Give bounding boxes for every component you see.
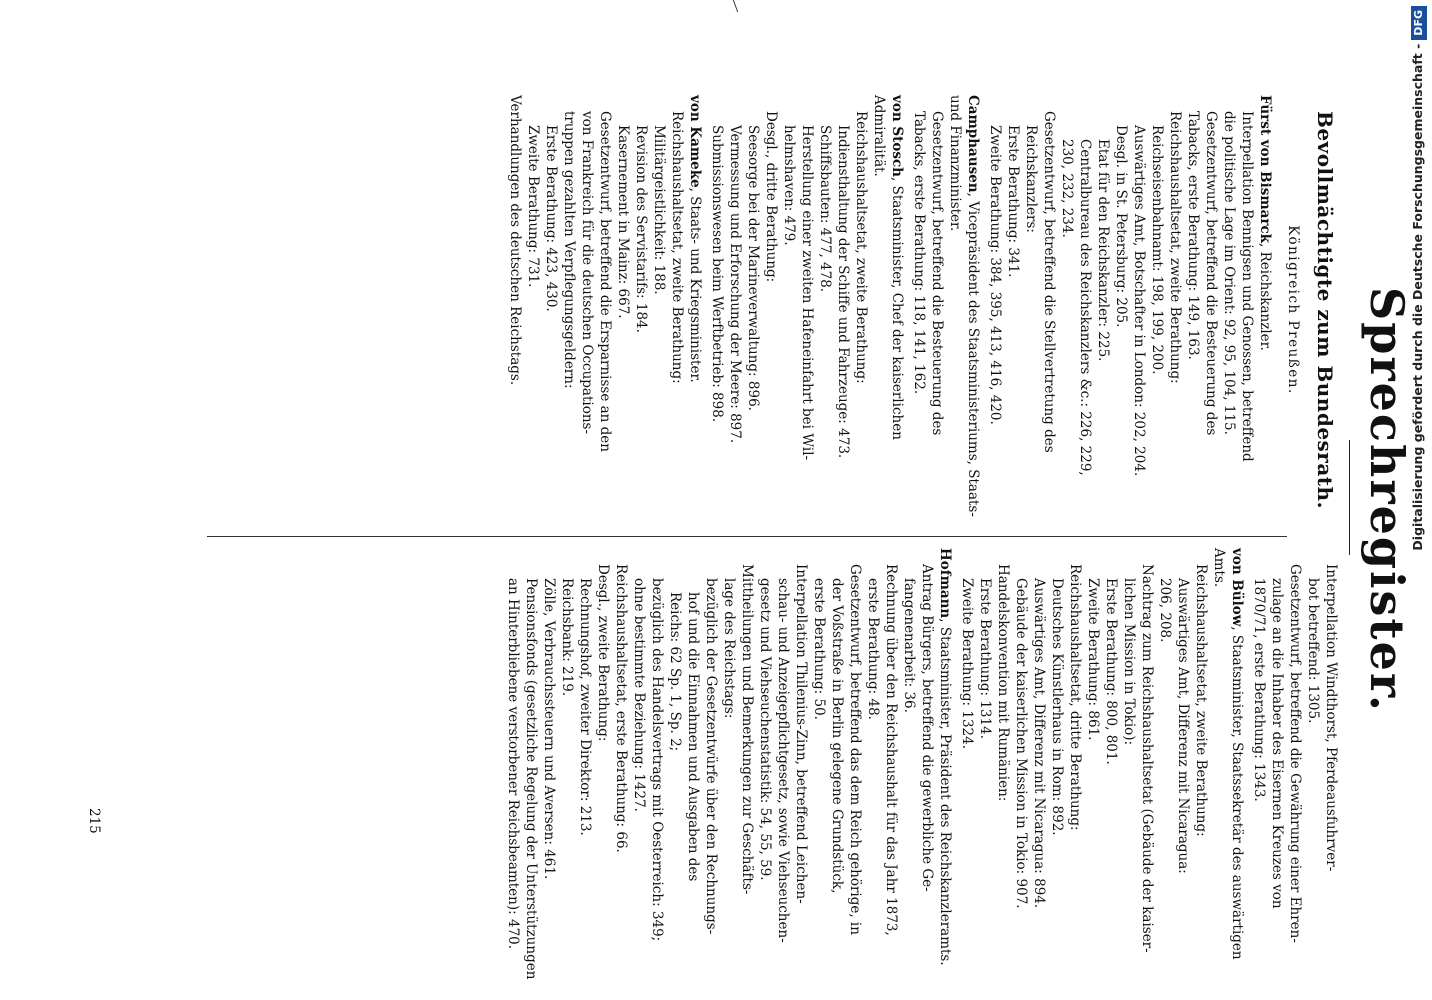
left-entries: [506, 95, 1274, 525]
entry-line: truppen gezahlten Verpflegungsgeldern:: [561, 111, 577, 389]
register-entry: [958, 548, 1246, 988]
entry-line: Tabacks, erste Berathung: 118, 141, 162.: [911, 111, 927, 395]
entry-line: erste Berathung: 50.: [811, 578, 827, 720]
entry-line: an Hinterbliebene verstorbener Reichsbeamten): 470.: [505, 578, 521, 950]
entry-line: Rechnung über den Reichshaushalt für das Jahr 1873,: [883, 564, 899, 936]
speaker-name: Hofmann: [937, 548, 953, 619]
title-rule: [1349, 440, 1350, 555]
entry-line: Interpellation Windthorst, Pferdeausfuhrver-: [1323, 564, 1339, 872]
left-column: [502, 95, 1340, 525]
entry-line: von Kameke, Staats- und Kriegsminister.: [687, 95, 703, 383]
entry-line: Zölle, Verbrauchssteuern und Aversen: 461.: [541, 578, 557, 880]
entry-line: Seesorge bei der Marineverwaltung: 896.: [745, 125, 761, 411]
entry-line: Submissionswesen beim Werftbetrieb: 898.: [709, 125, 725, 423]
speaker-name: von Kameke: [687, 95, 703, 188]
entry-line: lage des Reichstags:: [721, 578, 737, 719]
entry-line: 206, 208.: [1157, 578, 1173, 643]
page-number: 215: [86, 808, 102, 834]
entry-line: Reichshaushaltsetat, zweite Berathung:: [1193, 564, 1209, 837]
attribution-stamp: [1404, 6, 1428, 994]
register-entry: [504, 548, 954, 988]
entry-line: Desgl. in St. Petersburg: 205.: [1113, 125, 1129, 328]
entry-line: Gesetzentwurf, betreffend die Gewährung einer Ehren-: [1287, 564, 1303, 943]
entry-line: Gesetzentwurf, betreffend die Stellvertretung des: [1041, 111, 1057, 453]
entry-line: Verhandlungen des deutschen Reichstags.: [507, 95, 523, 386]
right-column: [500, 548, 1340, 988]
entry-line: helmshaven: 479.: [781, 125, 797, 246]
section-heading: Bevollmächtigte zum Bundesrath.: [1313, 110, 1337, 510]
entry-line: Gesetzentwurf, betreffend die Besteuerung des: [929, 111, 945, 436]
entry-line: Camphausen, Vicepräsident des Staatsministeriums, Staats-: [965, 95, 981, 517]
speaker-name: von Stosch: [889, 95, 905, 177]
entry-line: Reichshaushaltsetat, dritte Berathung:: [1067, 564, 1083, 831]
attribution-label: Digitalisierung gefördert durch die Deutsche Forschungsgemeinschaft -: [1410, 43, 1425, 551]
page-title: Sprechregister.: [1360, 287, 1414, 713]
register-entry: [986, 95, 1274, 525]
entry-line: 230, 232, 234.: [1059, 139, 1075, 238]
entry-line: Erste Berathung: 341.: [1005, 125, 1021, 278]
register-entry: [1250, 548, 1340, 988]
entry-line: Reichseisenbahnamt: 198, 199, 200.: [1149, 125, 1165, 375]
entry-line: Auswärtiges Amt, Differenz mit Nicaragua:: [1175, 578, 1191, 874]
entry-line: Tabacks, erste Berathung: 149, 163.: [1185, 111, 1201, 360]
entry-line: Pensionsfonds (gesetzliche Regelung der Unterstützungen: [523, 578, 539, 980]
entry-line: hof und die Einnahmen und Ausgaben des: [685, 592, 701, 882]
entry-line: zulage an die Inhaber des Eisernen Kreuzes von: [1269, 578, 1285, 909]
entry-line: Gesetzentwurf, betreffend die Ersparnisse an den: [597, 111, 613, 452]
section-subheading: Königreich Preußen.: [1285, 225, 1301, 395]
entry-line: Etat für den Reichskanzler: 225.: [1095, 139, 1111, 362]
entry-line: Reichshaushaltsetat, zweite Berathung:: [1167, 111, 1183, 384]
entry-line: Reichskanzlers:: [1023, 125, 1039, 233]
entry-line: und Finanzminister.: [947, 95, 963, 232]
speaker-name: Fürst von Bismarck: [1257, 95, 1273, 244]
entry-line: Zweite Berathung: 861.: [1085, 578, 1101, 741]
entry-line: Erste Berathung: 423, 430.: [543, 125, 559, 312]
entry-line: Zweite Berathung: 1324.: [959, 578, 975, 749]
entry-line: Schiffsbauten: 477, 478.: [817, 125, 833, 293]
entry-line: bot betreffend: 1305.: [1305, 578, 1321, 724]
entry-line: Erste Berathung: 1314.: [977, 578, 993, 739]
right-entries: [504, 548, 1340, 988]
entry-line: der Voßstraße in Berlin gelegene Grundstück,: [829, 578, 845, 894]
entry-line: Auswärtiges Amt, Differenz mit Nicaragua: 894.: [1031, 578, 1047, 909]
attribution-text: [1406, 6, 1430, 994]
entry-line: Vermessung und Erforschung der Meere: 897.: [727, 125, 743, 444]
entry-line: Reichshaushaltsetat, zweite Berathung:: [853, 111, 869, 384]
register-entry: [506, 95, 704, 525]
entry-line: Desgl., dritte Berathung:: [763, 111, 779, 283]
entry-line: erste Berathung: 48.: [865, 578, 881, 720]
entry-line: fangenenarbeit: 36.: [901, 578, 917, 713]
entry-line: Reichshaushaltsetat, erste Berathung: 66.: [613, 564, 629, 853]
entry-line: bezüglich der Gesetzentwürfe über den Rechnungs-: [703, 578, 719, 935]
entry-line: Interpellation Thilenius-Zinn, betreffend Leichen-: [793, 564, 809, 904]
entry-line: Revision des Servistarifs: 184.: [633, 125, 649, 333]
register-entry: [910, 95, 982, 525]
entry-line: Antrag Bürgers, betreffend die gewerbliche Ge-: [919, 564, 935, 892]
entry-line: Auswärtiges Amt, Botschafter in London: 202, 204.: [1131, 125, 1147, 477]
entry-line: Handelskonvention mit Rumänien:: [995, 564, 1011, 802]
entry-line: 1870/71, erste Berathung: 1343.: [1251, 578, 1267, 802]
entry-line: schau- und Anzeigepflichtgesetz, sowie Viehseuchen-: [775, 578, 791, 943]
dfg-logo: DFG: [1411, 6, 1427, 40]
entry-line: Kasernement in Mainz: 667.: [615, 125, 631, 319]
entry-line: Interpellation Bennigsen und Genossen, betreffend: [1239, 111, 1255, 462]
entry-line: ohne bestimmte Beziehung: 1427.: [631, 578, 647, 812]
entry-line: Zweite Berathung: 731.: [525, 125, 541, 288]
entry-line: Indiensthaltung der Schiffe und Fahrzeuge: 473.: [835, 125, 851, 459]
entry-line: Rechnungshof, zweiter Direktor: 213.: [577, 578, 593, 836]
entry-line: Herstellung einer zweiten Hafeneinfahrt bei Wil-: [799, 125, 815, 461]
entry-line: Reichs: 62 Sp. 1, Sp. 2;: [667, 592, 683, 752]
entry-line: Gebäude der kaiserlichen Mission in Tokio: 907.: [1013, 578, 1029, 909]
entry-line: bezüglich des Handelsvertrags mit Oesterreich: 349;: [649, 578, 665, 942]
entry-line: Reichshaushaltsetat, zweite Berathung:: [669, 111, 685, 384]
entry-line: Hofmann, Staatsminister, Präsident des Reichskanzleramts.: [937, 548, 953, 966]
column-divider: [207, 536, 1287, 537]
entry-line: Gesetzentwurf, betreffend die Besteuerung des: [1203, 111, 1219, 436]
entry-line: lichen Mission in Tokio):: [1121, 578, 1137, 746]
entry-line: Centralbureau des Reichskanzlers &c.: 226, 229,: [1077, 139, 1093, 476]
entry-line: von Frankreich für die deutschen Occupations-: [579, 111, 595, 435]
entry-line: Mittheilungen und Bemerkungen zur Geschäfts-: [739, 564, 755, 895]
speaker-name: von Bülow: [1229, 548, 1245, 627]
entry-line: Militärgeistlichkeit: 188.: [651, 125, 667, 295]
entry-line: Zweite Berathung: 384, 395, 413, 416, 420.: [987, 125, 1003, 425]
entry-line: von Stosch, Staatsminister, Chef der kaiserlichen Admiralität.: [871, 95, 905, 440]
entry-line: Erste Berathung: 800, 801.: [1103, 578, 1119, 765]
entry-line: Fürst von Bismarck, Reichskanzler.: [1257, 95, 1273, 351]
entry-line: Gesetzentwurf, betreffend das dem Reich gehörige, in: [847, 564, 863, 935]
entry-line: Desgl., zweite Berathung:: [595, 564, 611, 742]
speaker-name: Camphausen: [965, 95, 981, 193]
entry-line: von Bülow, Staatsminister, Staatssekretär des auswärtigen: [1229, 548, 1245, 960]
entry-line: gesetz und Viehseuchenstatistik: 54, 55, 59.: [757, 578, 773, 881]
entry-line: Deutsches Künstlerhaus in Rom: 892.: [1049, 578, 1065, 836]
entry-line: die politische Lage im Orient: 92, 95, 104, 115.: [1221, 111, 1237, 435]
entry-line: Amts.: [1211, 548, 1227, 588]
entry-line: Nachtrag zum Reichshaushaltsetat (Gebäude der kaiser-: [1139, 564, 1155, 953]
entry-line: Reichsbank: 219.: [559, 578, 575, 697]
register-entry: [708, 95, 906, 525]
